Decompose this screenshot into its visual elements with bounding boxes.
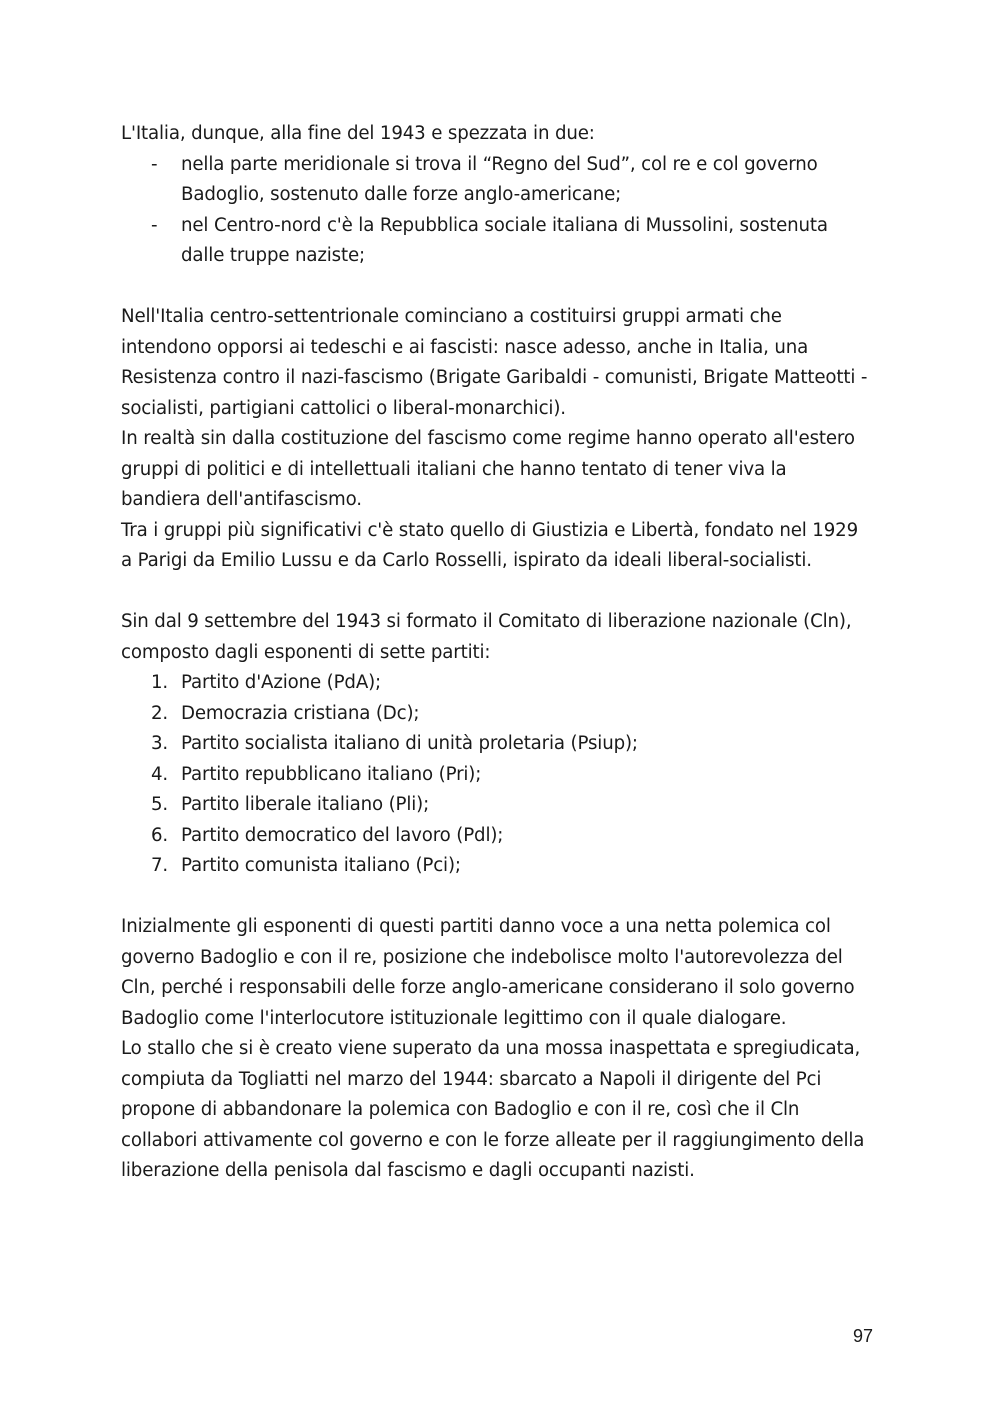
list-number: 6. <box>151 824 169 846</box>
document-body <box>121 119 871 1187</box>
paragraph-gap <box>121 577 871 608</box>
paragraph-togliatti: Lo stallo che si è creato viene superato da una mossa inaspettata e spregiudicata, compiuta da Togliatti nel marzo del 1944: sbarcato a Napoli il dirigente del Pci propone di abbandonare la polemica con Badoglio e con il re, così che il Cln collabori attivamente col governo e con le forze alleate per il raggiungimento della liberazione della penisola dal fascismo e dagli occupanti nazisti. <box>121 1038 865 1181</box>
paragraph-giustizia-liberta: Tra i gruppi più significativi c'è stato quello di Giustizia e Libertà, fondato nel 1929 a Parigi da Emilio Lussu e da Carlo Rosselli, ispirato da ideali liberal-socialisti. <box>121 519 858 571</box>
list-item <box>121 790 871 821</box>
list-item-text: Partito repubblicano italiano (Pri); <box>181 763 482 785</box>
list-number: 1. <box>151 672 169 693</box>
list-item <box>121 851 871 882</box>
list-number: 3. <box>151 733 169 754</box>
list-item-text: Democrazia cristiana (Dc); <box>181 702 420 724</box>
list-item-text: nel Centro-nord c'è la Repubblica sociale italiana di Mussolini, sostenuta dalle truppe naziste; <box>181 214 828 266</box>
paragraph-resistenza: Nell'Italia centro-settentrionale cominciano a costituirsi gruppi armati che intendono opporsi ai tedeschi e ai fascisti: nasce adesso, anche in Italia, una Resistenza contro il nazi-fascismo (Brigate Garibaldi - comunisti, Brigate Matteotti - socialisti, partigiani cattolici o liberal-monarchici). <box>121 306 868 419</box>
dash-list <box>121 150 871 272</box>
list-item-text: Partito socialista italiano di unità proletaria (Psiup); <box>181 733 638 754</box>
list-number: 5. <box>151 794 169 815</box>
list-item-text: Partito democratico del lavoro (Pdl); <box>181 824 504 846</box>
page-number: 97 <box>853 1326 874 1346</box>
list-item <box>121 150 871 211</box>
list-item-text: Partito d'Azione (PdA); <box>181 672 382 693</box>
list-item <box>121 211 871 272</box>
paragraph-cln-intro: Sin dal 9 settembre del 1943 si formato il Comitato di liberazione nazionale (Cln), composto dagli esponenti di sette partiti: <box>121 611 852 663</box>
dash-marker: - <box>151 153 158 175</box>
intro-line: L'Italia, dunque, alla fine del 1943 e spezzata in due: <box>121 123 595 144</box>
parties-list <box>121 668 871 882</box>
paragraph-gap <box>121 882 871 913</box>
list-number: 4. <box>151 763 169 785</box>
paragraph-antifascismo: In realtà sin dalla costituzione del fascismo come regime hanno operato all'estero gruppi di politici e di intellettuali italiani che hanno tentato di tener viva la bandiera dell'antifascismo. <box>121 428 855 510</box>
list-number: 2. <box>151 702 169 724</box>
list-item-text: nella parte meridionale si trova il “Regno del Sud”, col re e col governo Badoglio, sostenuto dalle forze anglo-americane; <box>181 153 818 205</box>
list-item <box>121 699 871 730</box>
paragraph-polemica: Inizialmente gli esponenti di questi partiti danno voce a una netta polemica col governo Badoglio e con il re, posizione che indebolisce molto l'autorevolezza del Cln, perché i responsabili delle forze anglo-americane considerano il solo governo Badoglio come l'interlocutore istituzionale legittimo con il quale dialogare. <box>121 916 855 1029</box>
list-number: 7. <box>151 855 169 876</box>
list-item <box>121 668 871 699</box>
list-item <box>121 729 871 760</box>
list-item-text: Partito comunista italiano (Pci); <box>181 855 461 876</box>
list-item <box>121 760 871 791</box>
paragraph-gap <box>121 272 871 303</box>
list-item <box>121 821 871 852</box>
list-item-text: Partito liberale italiano (Pli); <box>181 794 430 815</box>
dash-marker: - <box>151 214 158 236</box>
